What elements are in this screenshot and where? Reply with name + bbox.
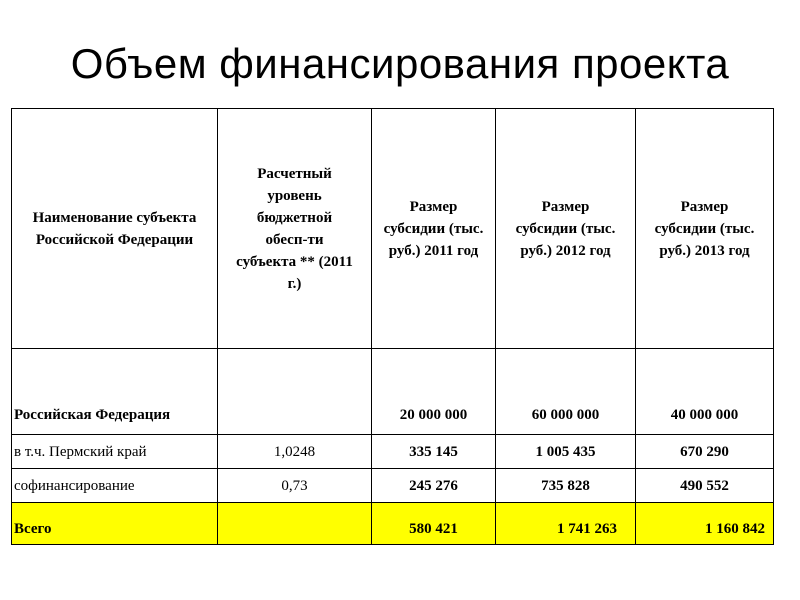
table-row (12, 435, 774, 469)
cell-value (218, 503, 372, 545)
cell-value: 490 552 (636, 469, 774, 503)
financing-table (11, 108, 774, 545)
cell-value: 670 290 (636, 435, 774, 469)
cell-value (218, 349, 372, 435)
row-label: Всего (12, 503, 218, 545)
cell-value: 1 741 263 (496, 503, 636, 545)
cell-value: 735 828 (496, 469, 636, 503)
row-label: софинансирование (12, 469, 218, 503)
table-header-row (12, 109, 774, 349)
header-cell-subject: Наименование субъекта Российской Федерации (12, 109, 218, 349)
header-cell-subsidy-2013: Размер субсидии (тыс. руб.) 2013 год (636, 109, 774, 349)
page-title: Объем финансирования проекта (70, 40, 730, 87)
table-row-total (12, 503, 774, 545)
header-cell-subsidy-2011: Размер субсидии (тыс. руб.) 2011 год (372, 109, 496, 349)
row-label: в т.ч. Пермский край (12, 435, 218, 469)
row-label: Российская Федерация (12, 349, 218, 435)
cell-value: 40 000 000 (636, 349, 774, 435)
cell-value: 1 160 842 (636, 503, 774, 545)
cell-value: 245 276 (372, 469, 496, 503)
cell-value: 60 000 000 (496, 349, 636, 435)
table-row (12, 349, 774, 435)
header-cell-subsidy-2012: Размер субсидии (тыс. руб.) 2012 год (496, 109, 636, 349)
cell-value: 580 421 (372, 503, 496, 545)
cell-value: 1 005 435 (496, 435, 636, 469)
header-cell-budget-level: Расчетный уровень бюджетной обесп-ти субъекта ** (2011 г.) (218, 109, 372, 349)
cell-value: 335 145 (372, 435, 496, 469)
cell-value: 20 000 000 (372, 349, 496, 435)
cell-value: 1,0248 (218, 435, 372, 469)
cell-value: 0,73 (218, 469, 372, 503)
table-row (12, 469, 774, 503)
